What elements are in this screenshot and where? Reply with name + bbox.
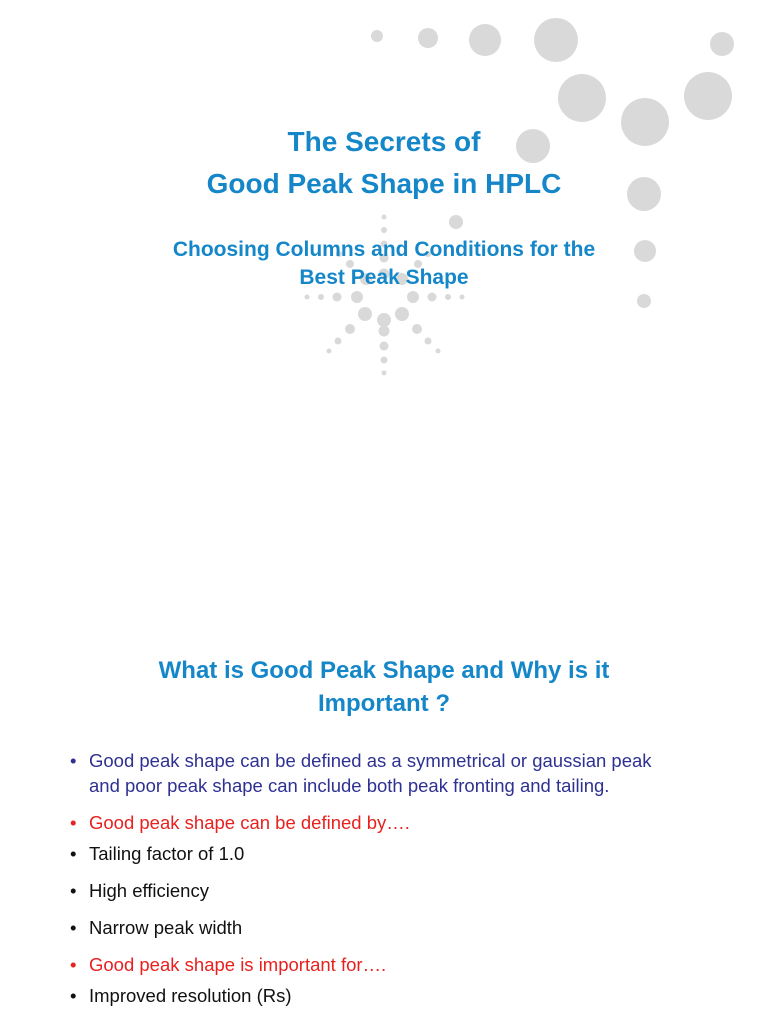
slide-subtitle [0, 236, 768, 292]
content-slide [0, 640, 768, 1024]
bullet-text-line: Good peak shape is important for…. [89, 954, 387, 975]
bullet-text-line: Improved resolution (Rs) [89, 985, 292, 1006]
bullet-text-line: High efficiency [89, 880, 209, 901]
slide-title-line-2: Good Peak Shape in HPLC [206, 168, 562, 199]
bullet-dot-icon: • [70, 812, 77, 833]
bullet-item [70, 915, 729, 940]
bullet-text-line: Tailing factor of 1.0 [89, 843, 245, 864]
slide-title-line-1: The Secrets of [287, 126, 481, 157]
bullet-text-line: Good peak shape can be defined by…. [89, 812, 410, 833]
bullet-item [70, 952, 729, 977]
bullet-item [70, 810, 729, 835]
bullet-text-line: Good peak shape can be defined as a symmetrical or gaussian peak [89, 750, 652, 771]
heading-line-2: Important ? [318, 690, 450, 717]
bullet-text-line: Narrow peak width [89, 917, 243, 938]
bullet-item [70, 841, 729, 866]
bullet-dot-icon: • [70, 843, 77, 864]
bullet-item [70, 748, 729, 798]
heading-line-1: What is Good Peak Shape and Why is it [158, 657, 610, 684]
bullet-dot-icon: • [70, 917, 77, 938]
bullet-dot-icon: • [70, 985, 77, 1006]
subtitle-line-1: Choosing Columns and Conditions for the [172, 238, 596, 261]
bullet-text-line: and poor peak shape can include both peak fronting and tailing. [89, 775, 610, 796]
subtitle-line-2: Best Peak Shape [299, 266, 469, 289]
slide-heading [0, 654, 768, 720]
bullet-dot-icon: • [70, 750, 77, 771]
bullet-dot-icon: • [70, 880, 77, 901]
bullet-item [70, 878, 729, 903]
bullet-item [70, 983, 729, 1008]
bullet-dot-icon: • [70, 954, 77, 975]
